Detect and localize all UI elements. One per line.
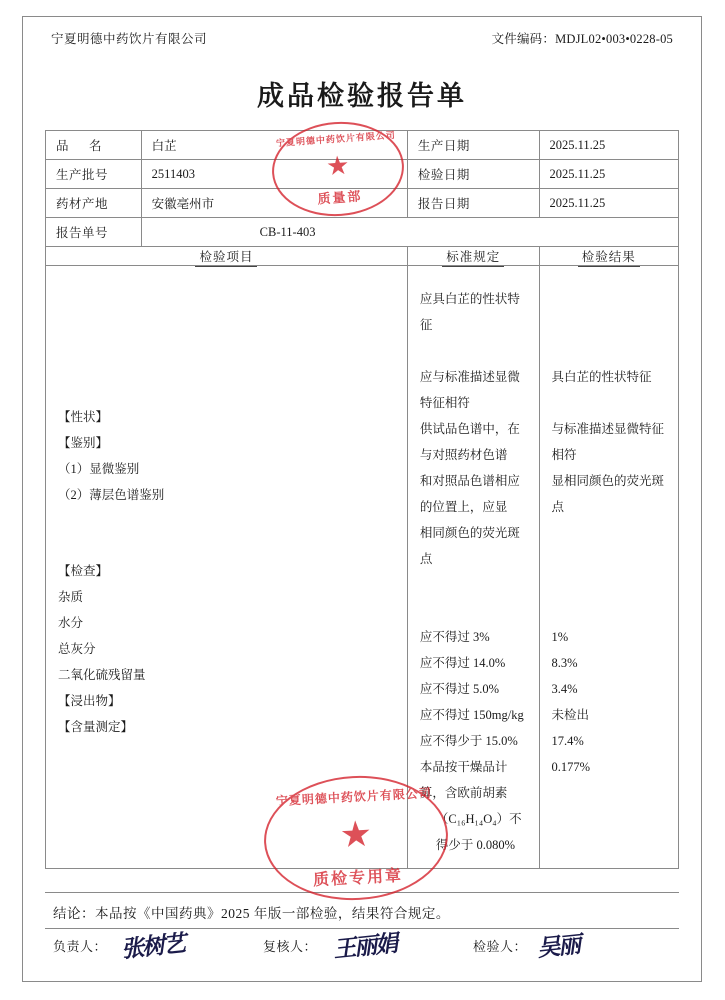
star-icon: ★: [338, 813, 373, 856]
table-row: [46, 160, 679, 189]
results-column: [540, 344, 678, 790]
list-item: 二氧化硫残留量: [58, 668, 146, 682]
document-code: [492, 29, 673, 47]
product-name-value: 白芷: [151, 139, 177, 153]
stamp-top-line1: 宁夏明德中药饮片有限公司: [275, 129, 397, 149]
production-date-value: 2025.11.25: [549, 137, 606, 152]
inspection-date-label: 检验日期: [417, 168, 470, 182]
standard-text: 供试品色谱中，在与对照药材色谱: [419, 422, 520, 462]
spacer: [58, 520, 395, 532]
signature-label: 复核人：: [263, 939, 318, 954]
standard-text: 应与标准描述显微特征相符: [419, 370, 520, 410]
signature-inspector: [465, 932, 679, 980]
standard-text: 本品按干燥品计算，含欧前胡素: [419, 760, 508, 800]
list-item: 【检查】: [58, 564, 109, 578]
result-text: 未检出: [551, 708, 590, 722]
signature-row: [45, 929, 679, 980]
signature-value: 张树艺: [119, 929, 186, 964]
items-column: [46, 384, 407, 750]
document-code-label: 文件编码：: [491, 32, 556, 46]
standard-text: 应具白芷的性状特征: [419, 292, 520, 332]
production-date-label: 生产日期: [417, 139, 470, 153]
result-text: 3.4%: [551, 682, 578, 696]
stamp-top-line2: 质量部: [317, 188, 363, 207]
conclusion-divider: [45, 892, 679, 893]
standard-text: 应不得过 150mg/kg: [419, 708, 524, 722]
standard-text: 应不得过 3%: [419, 630, 490, 644]
table-row: [46, 131, 679, 160]
signature-value: 吴丽: [535, 930, 581, 963]
standards-column: [408, 266, 539, 868]
column-header-result: [539, 247, 678, 266]
table-row: [46, 189, 679, 218]
list-item: （2）薄层色谱鉴别: [58, 488, 165, 502]
list-item: 【鉴别】: [58, 436, 109, 450]
table-row: [46, 218, 679, 247]
result-text: 17.4%: [551, 734, 584, 748]
standard-text: 和对照品色谱相应的位置上，应显: [419, 474, 520, 514]
table-header-row: [46, 247, 679, 266]
signature-responsible: [45, 929, 255, 980]
result-text: 8.3%: [551, 656, 578, 670]
column-header-standard: [407, 247, 539, 266]
result-text: 具白芷的性状特征: [551, 370, 652, 384]
product-name-label: 品 名: [56, 139, 106, 153]
column-header-item-text: 检验项目: [195, 250, 257, 267]
star-icon: ★: [325, 150, 351, 182]
list-item: 【含量测定】: [58, 720, 134, 734]
batch-label: 生产批号: [56, 168, 109, 182]
report-no-value: CB-11-403: [259, 224, 316, 239]
column-header-standard-text: 标准规定: [442, 250, 504, 267]
company-name: 宁夏明德中药饮片有限公司: [51, 32, 208, 46]
result-text: 显相同颜色的荧光斑点: [551, 474, 665, 514]
list-item: 杂质: [58, 590, 84, 604]
report-table: [45, 130, 679, 869]
standard-text: 应不得少于 15.0%: [419, 734, 518, 748]
document-header: [23, 25, 701, 51]
list-item: （1）显微鉴别: [58, 462, 140, 476]
signature-value: 王丽娟: [331, 929, 398, 964]
standard-text: （C₁₆H₁₄O₄）不得少于 0.080%: [435, 812, 522, 852]
result-text: 1%: [551, 630, 569, 644]
document-code-value: MDJL02•003•0228-05: [555, 32, 673, 46]
batch-value: 2511403: [151, 166, 195, 181]
result-text: 0.177%: [551, 760, 591, 774]
list-item: 【性状】: [58, 410, 109, 424]
stamp-bottom-line1: 宁夏明德中药饮片有限公司: [275, 785, 433, 809]
page-title: 成品检验报告单: [257, 81, 467, 111]
report-date-label: 报告日期: [417, 197, 470, 211]
list-item: 水分: [58, 616, 84, 630]
column-header-item: [46, 247, 408, 266]
stamp-bottom-line2: 质检专用章: [312, 867, 404, 890]
column-header-result-text: 检验结果: [578, 250, 640, 267]
table-body-row: [46, 266, 679, 869]
origin-label: 药材产地: [56, 197, 109, 211]
report-date-value: 2025.11.25: [549, 195, 606, 210]
report-no-label: 报告单号: [56, 226, 109, 240]
inspection-date-value: 2025.11.25: [549, 166, 606, 181]
list-item: 【浸出物】: [58, 694, 121, 708]
origin-value: 安徽亳州市: [151, 197, 215, 211]
signature-label: 负责人：: [53, 939, 108, 954]
spacer: [58, 508, 395, 520]
standard-text: 相同颜色的荧光斑点: [419, 526, 520, 566]
result-text: 与标准描述显微特征相符: [551, 422, 665, 462]
conclusion-text: 结论：本品按《中国药典》2025 年版一部检验，结果符合规定。: [53, 906, 450, 921]
standard-text: 应不得过 5.0%: [419, 682, 500, 696]
list-item: 总灰分: [58, 642, 96, 656]
standard-text: 应不得过 14.0%: [419, 656, 506, 670]
signature-label: 检验人：: [473, 939, 528, 954]
signature-reviewer: [255, 929, 465, 980]
